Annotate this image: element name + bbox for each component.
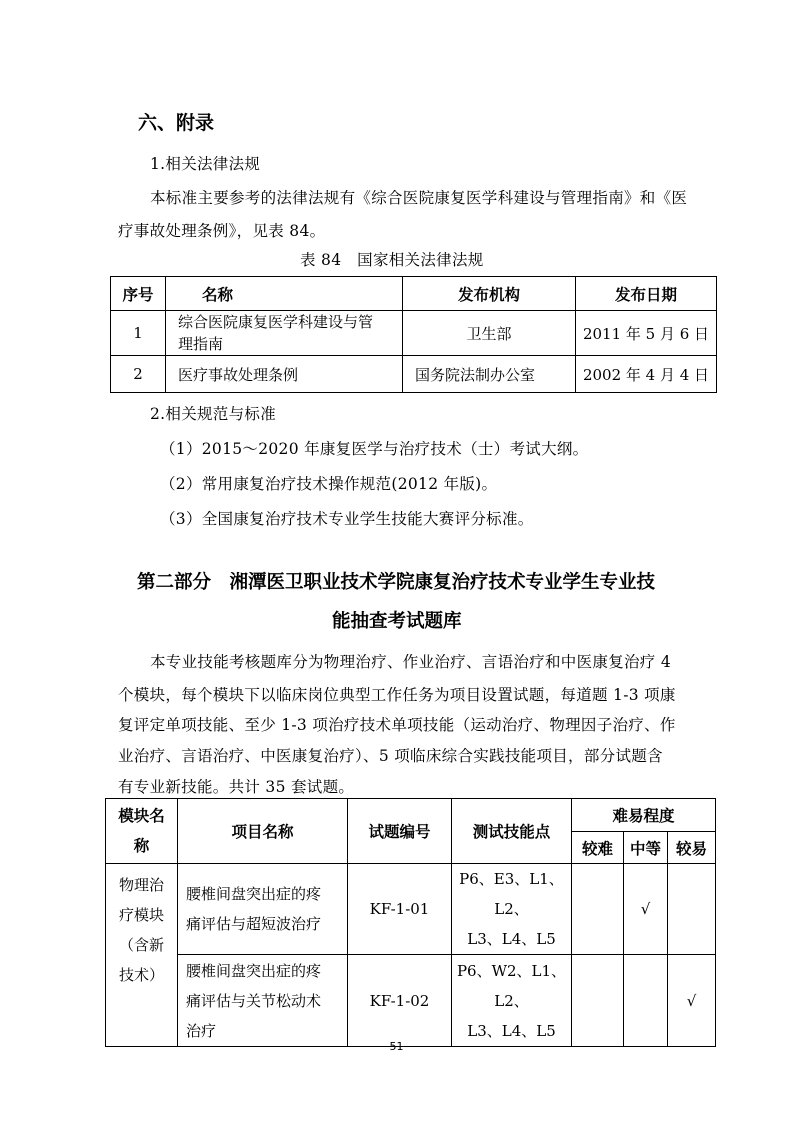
intro-line: 复评定单项技能、至少 1-3 项治疗技术单项技能（运动治疗、物理因子治疗、作: [118, 716, 676, 734]
skills-cell: P6、W2、L1、L2、 L3、L4、L5: [452, 955, 572, 1047]
intro-line: 有专业新技能。共计 35 套试题。: [118, 778, 355, 796]
row-org: 卫生部: [403, 311, 576, 356]
row-date: 2011 年 5 月 6 日: [576, 311, 717, 356]
standard-item: （2）常用康复治疗技术操作规范(2012 年版)。: [160, 475, 498, 493]
code-cell: KF-1-01: [348, 864, 452, 955]
col-module: 模块名 称: [106, 799, 178, 864]
table84-caption: 表 84 国家相关法律法规: [300, 251, 484, 269]
row-name: 医疗事故处理条例: [166, 356, 403, 393]
col-easy: 较易: [668, 832, 716, 864]
skills-cell: P6、E3、L1、L2、 L3、L4、L5: [452, 864, 572, 955]
col-date: 发布日期: [576, 277, 717, 311]
row-name: 综合医院康复医学科建设与管 理指南: [166, 311, 403, 356]
col-project: 项目名称: [178, 799, 348, 864]
module-cell: 物理治 疗模块 （含新 技术）: [106, 864, 178, 1047]
col-org: 发布机构: [403, 277, 576, 311]
medium-cell: √: [624, 864, 668, 955]
col-hard: 较难: [572, 832, 624, 864]
row-no: 1: [111, 311, 166, 356]
table-row: [106, 955, 716, 1047]
project-cell: 腰椎间盘突出症的疼 痛评估与关节松动术 治疗: [178, 955, 348, 1047]
table-row: [111, 311, 717, 356]
para1-line1: 本标准主要参考的法律法规有《综合医院康复医学科建设与管理指南》和《医: [150, 189, 688, 207]
exam-table: [105, 798, 716, 1047]
page-number: 51: [389, 1040, 404, 1053]
hard-cell: [572, 864, 624, 955]
intro-line: 业治疗、言语治疗、中医康复治疗）、5 项临床综合实践技能项目，部分试题含: [118, 747, 663, 765]
medium-cell: [624, 955, 668, 1047]
exam-header-row1: [106, 799, 716, 832]
table-row: [106, 864, 716, 955]
section1-title: 1.相关法律法规: [150, 155, 261, 173]
row-no: 2: [111, 356, 166, 393]
para1-line2: 疗事故处理条例》，见表 84。: [118, 222, 326, 240]
section2-title: 2.相关规范与标准: [150, 405, 276, 423]
code-cell: KF-1-02: [348, 955, 452, 1047]
appendix-heading: 六、附录: [138, 112, 215, 134]
standard-item: （1）2015～2020 年康复医学与治疗技术（士）考试大纲。: [160, 440, 589, 458]
col-difficulty: 难易程度: [572, 799, 716, 832]
intro-line: 本专业技能考核题库分为物理治疗、作业治疗、言语治疗和中医康复治疗 4: [150, 653, 671, 671]
hard-cell: [572, 955, 624, 1047]
part2-title-line1: 第二部分 湘潭医卫职业技术学院康复治疗技术专业学生专业技: [137, 572, 656, 593]
standard-item: （3）全国康复治疗技术专业学生技能大赛评分标准。: [160, 510, 534, 528]
part2-title-line2: 能抽查考试题库: [332, 611, 462, 632]
col-medium: 中等: [624, 832, 668, 864]
col-no: 序号: [111, 277, 166, 311]
row-org: 国务院法制办公室: [403, 356, 576, 393]
col-code: 试题编号: [348, 799, 452, 864]
easy-cell: [668, 864, 716, 955]
table-row: [111, 356, 717, 393]
laws-table-header: [111, 277, 717, 311]
project-cell: 腰椎间盘突出症的疼 痛评估与超短波治疗: [178, 864, 348, 955]
easy-cell: √: [668, 955, 716, 1047]
row-date: 2002 年 4 月 4 日: [576, 356, 717, 393]
col-skills: 测试技能点: [452, 799, 572, 864]
col-name: 名称: [166, 277, 403, 311]
intro-line: 个模块，每个模块下以临床岗位典型工作任务为项目设置试题，每道题 1-3 项康: [118, 686, 676, 704]
laws-table: [110, 276, 717, 393]
